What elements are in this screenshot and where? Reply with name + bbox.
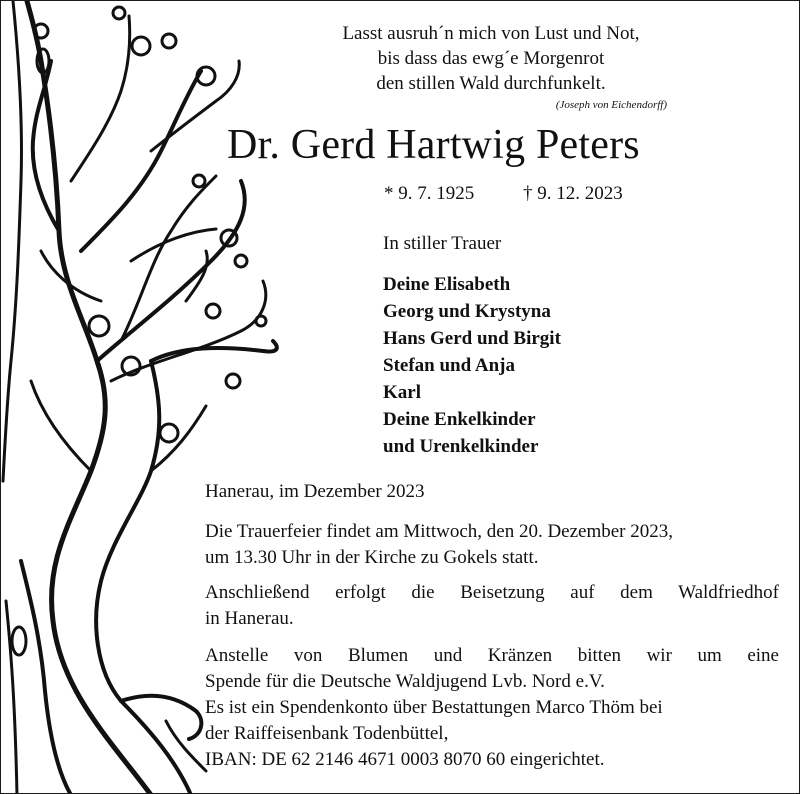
- donation-line: Es ist ein Spendenkonto über Bestattungen Marco Thöm bei: [205, 697, 663, 718]
- donation-line: Spende für die Deutsche Waldjugend Lvb. Nord e.V.: [205, 671, 605, 692]
- poem-line: Lasst ausruh´n mich von Lust und Not,: [342, 23, 640, 44]
- place-date: Hanerau, im Dezember 2023: [205, 481, 425, 502]
- family-member: Deine Elisabeth: [383, 274, 511, 295]
- family-member: und Urenkelkinder: [383, 436, 539, 457]
- family-member: Hans Gerd und Birgit: [383, 328, 561, 349]
- service-line: um 13.30 Uhr in der Kirche zu Gokels statt.: [205, 547, 539, 568]
- burial-paragraph: [205, 580, 779, 632]
- donation-line: IBAN: DE 62 2146 4671 0003 8070 60 eingerichtet.: [205, 749, 605, 770]
- family-member: Georg und Krystyna: [383, 301, 551, 322]
- family-member: Stefan und Anja: [383, 355, 515, 376]
- service-paragraph: [205, 519, 779, 571]
- family-member: Karl: [383, 382, 421, 403]
- donation-paragraph: [205, 643, 779, 773]
- death-date: † 9. 12. 2023: [523, 183, 623, 204]
- family-list: [383, 271, 561, 460]
- deceased-name: Dr. Gerd Hartwig Peters: [227, 122, 640, 168]
- service-line: Die Trauerfeier findet am Mittwoch, den 20. Dezember 2023,: [205, 521, 674, 542]
- burial-line: in Hanerau.: [205, 608, 294, 629]
- poem: [261, 21, 721, 96]
- poem-line: bis dass das ewg´e Morgenrot: [377, 48, 605, 69]
- birth-date: * 9. 7. 1925: [384, 183, 475, 204]
- family-member: Deine Enkelkinder: [383, 409, 536, 430]
- donation-line: der Raiffeisenbank Todenbüttel,: [205, 723, 449, 744]
- poem-line: den stillen Wald durchfunkelt.: [376, 73, 606, 94]
- burial-line: Anschließend erfolgt die Beisetzung auf dem Waldfriedhof: [205, 582, 779, 603]
- donation-line: Anstelle von Blumen und Kränzen bitten wir um eine: [205, 645, 779, 666]
- poem-author: (Joseph von Eichendorff): [555, 99, 667, 111]
- mourning-intro: In stiller Trauer: [383, 233, 502, 254]
